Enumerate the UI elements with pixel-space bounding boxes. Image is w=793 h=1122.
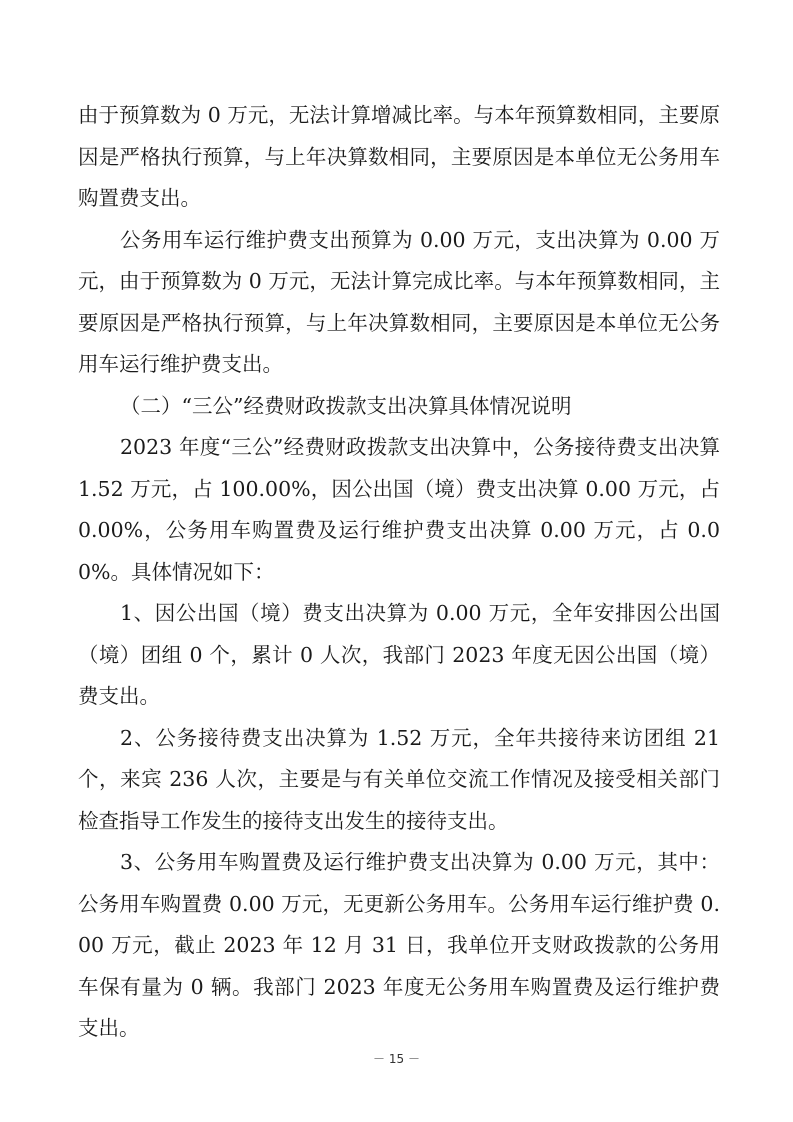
- paragraph-overseas-travel: 1、因公出国（境）费支出决算为 0.00 万元，全年安排因公出国（境）团组 0 个，累计 0 人次，我部门 2023 年度无因公出国（境）费支出。: [78, 601, 720, 708]
- document-body: [78, 95, 720, 1050]
- paragraph-reception-expense: 2、公务接待费支出决算为 1.52 万元，全年共接待来访团组 21 个，来宾 236 人次，主要是与有关单位交流工作情况及接受相关部门检查指导工作发生的接待支出发生的接待支出。: [78, 725, 720, 833]
- paragraph-purchase-fee-continuation: 由于预算数为 0 万元，无法计算增减比率。与本年预算数相同，主要原因是严格执行预算，与上年决算数相同，主要原因是本单位无公务用车购置费支出。: [78, 103, 720, 210]
- page-number: － 15 －: [373, 1052, 420, 1066]
- section-heading-three-public-details: （二）“三公”经费财政拨款支出决算具体情况说明: [120, 393, 572, 418]
- paragraph-vehicle-maintenance: 公务用车运行维护费支出预算为 0.00 万元，支出决算为 0.00 万元，由于预算数为 0 万元，无法计算完成比率。与本年预算数相同，主要原因是严格执行预算，与上年决算数相同，主要原因是本单位无公务用车运行维护费支出。: [78, 227, 720, 376]
- paragraph-vehicle-expense: 3、公务用车购置费及运行维护费支出决算为 0.00 万元，其中：公务用车购置费 0.00 万元，无更新公务用车。公务用车运行维护费 0.00 万元，截止 2023 年 12 月 31 日，我单位开支财政拨款的公务用车保有量为 0 辆。我部门 2023 年度无公务用车购置费及运行维护费支出。: [78, 850, 720, 1040]
- paragraph-three-public-summary: 2023 年度“三公”经费财政拨款支出决算中，公务接待费支出决算 1.52 万元，占 100.00%，因公出国（境）费支出决算 0.00 万元，占 0.00%，公务用车购置费及运行维护费支出决算 0.00 万元，占 0.00%。具体情况如下：: [78, 435, 720, 584]
